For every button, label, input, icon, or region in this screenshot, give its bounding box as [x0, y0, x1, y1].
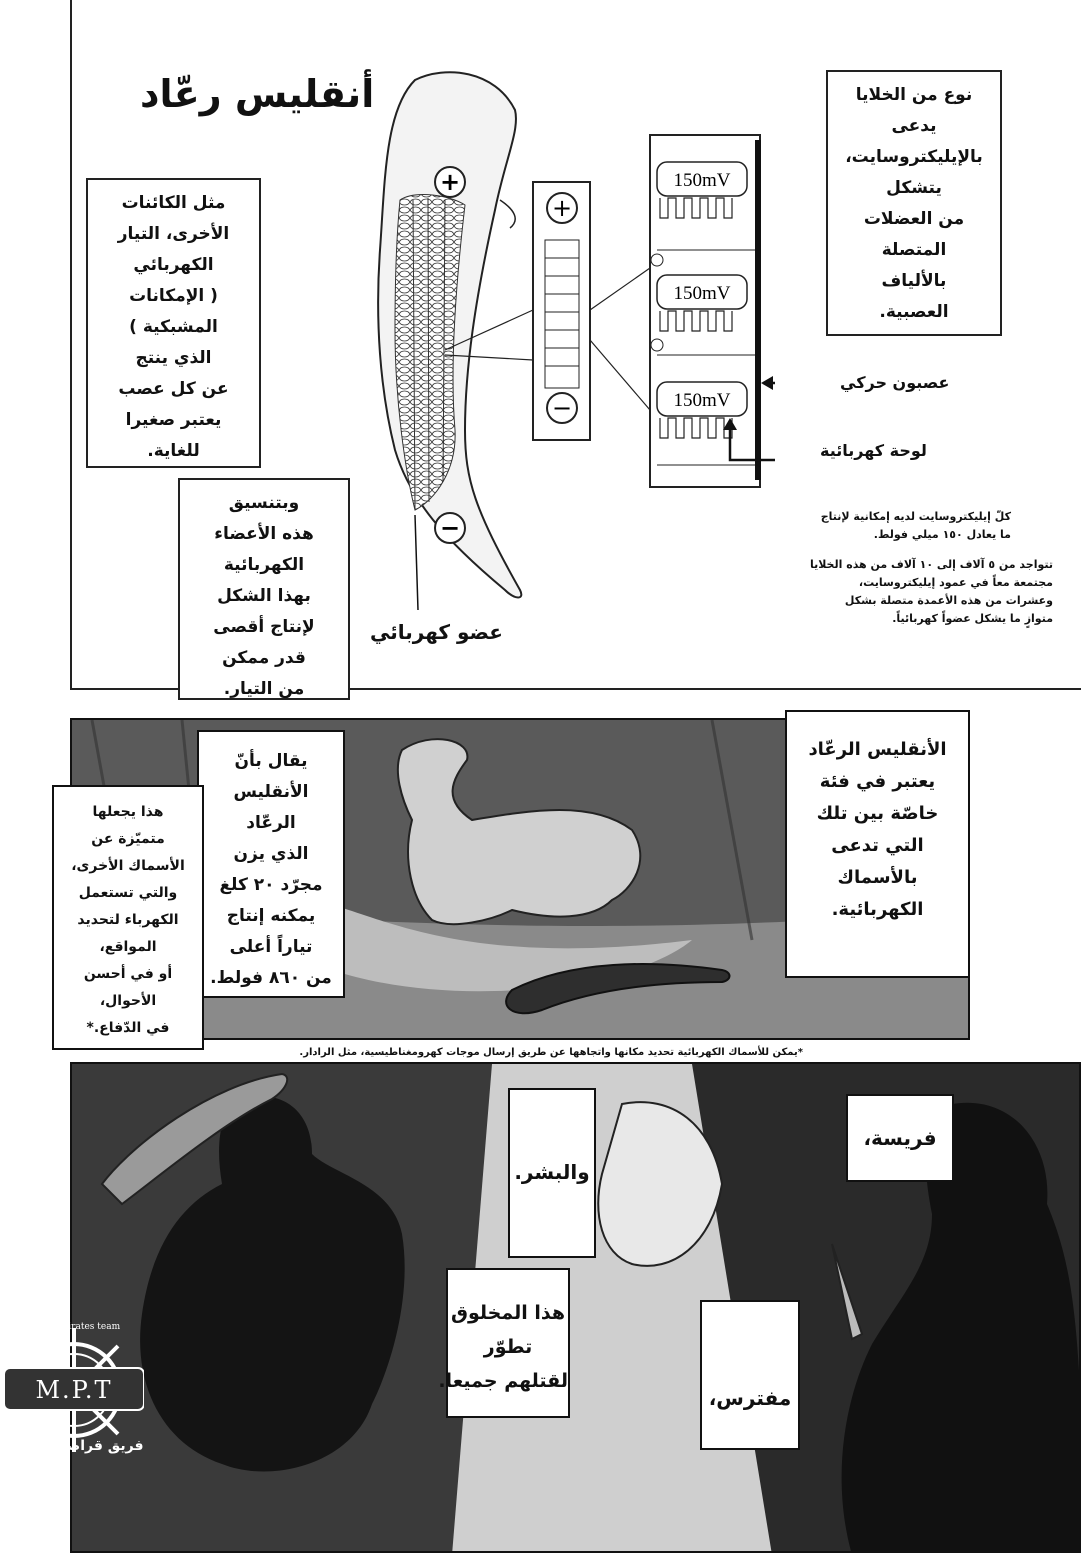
text-line: يعتبر في فئة: [819, 771, 936, 792]
speech-bubble-category: [785, 710, 970, 978]
text-line: الكهربائية.: [831, 899, 924, 920]
text-line: العصبية.: [879, 302, 949, 322]
text-line: هذا يجعلها: [92, 804, 164, 820]
text-line: لقتلهم جميعا.: [438, 1370, 568, 1392]
speech-bubble-defense: [52, 785, 204, 1050]
text-line: يتشكل: [886, 178, 942, 198]
text-line: لإنتاج أقصى: [213, 617, 315, 637]
electric-organ-label: عضو كهربائي: [370, 620, 503, 644]
small-minus-icon: [651, 339, 663, 351]
watermark-initials: M.P.T: [35, 1376, 113, 1404]
text-line: والبشر.: [514, 1160, 590, 1184]
cell-voltage-label: 150mV: [673, 283, 731, 304]
text-line: بالإيليكتروسايت،: [845, 147, 983, 167]
electrocyte-text-box: [826, 70, 1002, 336]
page-title: أنقليس رعّاد: [140, 72, 375, 116]
text-line: مثل الكائنات: [121, 193, 226, 213]
text-line: وبتنسيق: [228, 493, 300, 513]
text-line: من ٨٦٠ فولط.: [210, 968, 332, 988]
text-line: متميّزة عن: [91, 831, 165, 847]
text-line: تياراً أعلى: [229, 937, 313, 957]
text-line: الأنقليس: [233, 782, 309, 802]
text-line: التي تدعى: [831, 835, 924, 856]
voltage-note: [821, 508, 1011, 544]
text-line: للغاية.: [147, 441, 200, 461]
text-line: والتي تستعمل: [78, 885, 178, 901]
text-line: تطوّر: [483, 1336, 533, 1358]
text-line: عن كل عصب: [118, 379, 229, 399]
text-line: بهذا الشكل: [217, 586, 311, 606]
column-note: [810, 556, 1053, 628]
note-line: تتواجد من ٥ آلاف إلى ١٠ آلاف من هذه الخلايا: [809, 558, 1053, 571]
text-line: من التيار.: [223, 679, 305, 699]
text-line: الكهربائية: [223, 555, 305, 575]
text-line: هذا المخلوق: [450, 1302, 565, 1324]
text-line: يدعى: [891, 116, 937, 136]
plus-sign: +: [551, 194, 573, 222]
text-line: من العضلات: [863, 209, 965, 229]
text-line: يمكنه إنتاج: [226, 906, 316, 926]
intro-text-box: [86, 178, 261, 468]
minus-sign: −: [551, 394, 573, 422]
note-line: متوازٍ ما يشكل عضواً كهربائياً.: [892, 612, 1053, 625]
watermark-arc-text: Manga Pirates team: [27, 1322, 121, 1332]
text-line: نوع من الخلايا: [855, 85, 973, 105]
coordination-text-box: [178, 478, 350, 700]
text-line: بالألياف: [881, 271, 947, 291]
text-line: الأخرى، التيار: [117, 224, 230, 244]
text-line: في الدّفاع.*: [86, 1020, 170, 1036]
text-line: المشبكية ): [129, 317, 218, 337]
note-line: وعشرات من هذه الأعمدة متصلة بشكل: [844, 594, 1053, 607]
text-line: الذي يزن: [233, 844, 309, 864]
text-line: هذه الأعضاء: [214, 524, 314, 544]
speech-bubble-voltage: [197, 730, 345, 998]
eel-fin: [500, 200, 515, 228]
text-line: الرعّاد: [246, 813, 296, 833]
plus-sign: +: [439, 168, 461, 196]
scanlation-watermark: [4, 1320, 144, 1470]
text-line: الأنقليس الرعّاد: [808, 739, 947, 760]
text-line: الأسماك الأخرى،: [71, 858, 185, 874]
motor-neuron-label: عصبون حركي: [840, 373, 950, 392]
note-line: مجتمعة معاً في عمود إيليكتروسايت،: [858, 576, 1053, 589]
eel-diagram: [355, 70, 775, 630]
connector-line: [590, 268, 650, 310]
text-line: يعتبر صغيرا: [125, 410, 222, 430]
electric-plate-label: لوحة كهربائية: [820, 441, 927, 460]
text-line: بالأسماك: [837, 867, 918, 888]
text-line: خاصّة بين تلك: [816, 803, 939, 824]
text-line: الأحوال،: [99, 993, 157, 1009]
text-line: مجرّد ٢٠ كلغ: [219, 875, 323, 895]
text-line: قدر ممكن: [222, 648, 306, 668]
arrowhead-icon: [761, 376, 773, 390]
text-line: الكهربائي: [133, 255, 214, 275]
speech-bubble-predator: [700, 1300, 800, 1450]
text-line: الذي ينتج: [135, 348, 212, 368]
text-line: فريسة،: [863, 1126, 937, 1150]
text-line: الكهرباء لتحديد: [77, 912, 179, 928]
text-line: يقال بأنّ: [234, 751, 308, 771]
minus-sign: −: [439, 514, 461, 542]
connector-line: [590, 340, 650, 410]
text-line: المتصلة: [881, 240, 947, 260]
text-line: المواقع،: [99, 939, 157, 955]
text-line: ( الإمكانات: [129, 286, 218, 306]
cell-voltage-label: 150mV: [673, 170, 731, 191]
text-line: مفترس،: [708, 1386, 792, 1410]
small-plus-icon: [651, 254, 663, 266]
footnote: *يمكن للأسماك الكهربائية تحديد مكانها واتجاهها عن طريق إرسال موجات كهرومغناطيسية، مثل الرادار.: [299, 1047, 803, 1058]
speech-bubble-prey: [846, 1094, 954, 1182]
cell-voltage-label: 150mV: [673, 390, 731, 411]
speech-bubble-creature: [438, 1268, 570, 1418]
note-line: ما يعادل ١٥٠ ميلي فولط.: [873, 528, 1011, 541]
speech-bubble-humans: [508, 1088, 596, 1258]
organ-pointer-line: [415, 515, 418, 610]
note-line: كلّ إيليكتروسايت لديه إمكانية لإنتاج: [820, 510, 1011, 523]
watermark-subtitle: فريق قراصنة المانغا: [4, 1438, 144, 1454]
text-line: أو في أحسن: [83, 966, 173, 982]
